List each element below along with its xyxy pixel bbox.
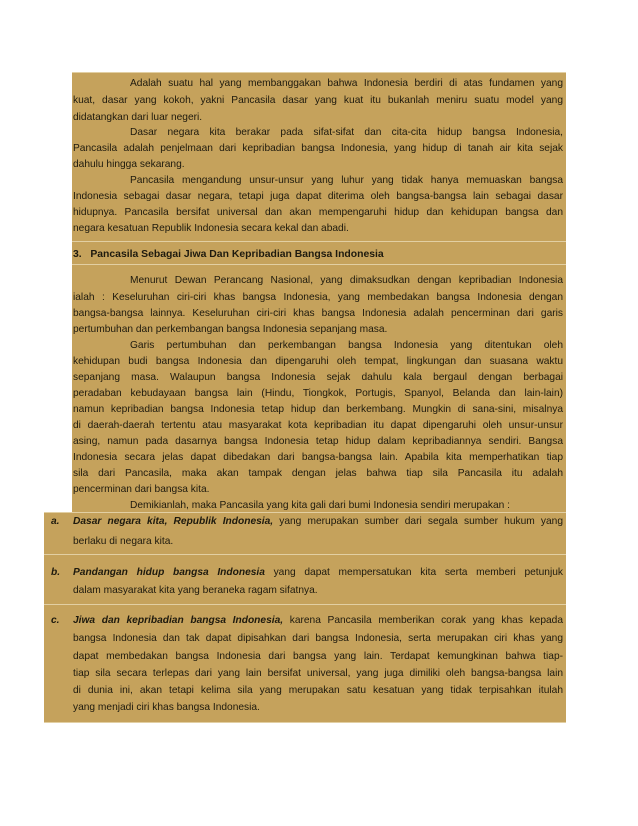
section-heading: 3. Pancasila Sebagai Jiwa Dan Kepribadian Bangsa Indonesia <box>73 249 384 260</box>
list-item-b-line <box>73 566 563 580</box>
list-item-b-line: dalam masyarakat kita yang beraneka ragam sifatnya. <box>73 585 318 596</box>
list-item-a-term: Dasar negara kita, Republik Indonesia, <box>73 516 274 527</box>
paragraph-line: Pancasila mengandung unsur-unsur yang luhur yang tidak hanya memuaskan bangsa <box>130 175 563 186</box>
paragraph-line: hidupnya. Pancasila bersifat universal dan akan mempengaruhi hidup dan kehidupan bangsa dan <box>73 207 563 218</box>
paragraph-line: ialah : Keseluruhan ciri-ciri khas bangsa Indonesia, yang membedakan bangsa Indonesia dengan <box>73 292 563 303</box>
paragraph-line: Garis pertumbuhan dan perkembangan bangsa Indonesia yang ditentukan oleh <box>130 340 563 351</box>
list-item-c-term: Jiwa dan kepribadian bangsa Indonesia, <box>73 615 284 626</box>
paragraph-line: Demikianlah, maka Pancasila yang kita gali dari bumi Indonesia sendiri merupakan : <box>130 500 510 511</box>
row-divider <box>44 722 566 723</box>
paragraph-line: asing, namun pada dasarnya bangsa Indonesia tetap hidup dalam kepribadiannya sendiri. Bangsa <box>73 436 563 447</box>
paragraph-line: kuat, dasar yang kokoh, yakni Pancasila dasar yang kuat itu bukanlah meniru suatu model yang <box>73 95 563 106</box>
paragraph-line: dahulu hingga sekarang. <box>73 159 185 170</box>
paragraph-line: Pancasila adalah penjelmaan dari kepribadian bangsa Indonesia, yang hidup di tanah air kita sejak <box>73 143 563 154</box>
list-item-c-text: karena Pancasila memberikan corak yang khas kepada <box>283 615 563 626</box>
list-marker-c: c. <box>51 615 60 626</box>
paragraph-line: didatangkan dari luar negeri. <box>73 112 203 123</box>
paragraph-line: bangsa-bangsa lainnya. Keseluruhan ciri-ciri khas bangsa Indonesia adalah pencerminan dari garis <box>73 308 563 319</box>
list-item-c-line: di dunia ini, akan tetapi kelima sila yang merupakan satu kesatuan yang tidak terpisahkan itulah <box>73 685 563 696</box>
row-divider <box>72 264 566 265</box>
list-item-c-line: tiap sila secara terlepas dari yang lain bersifat universal, yang juga dimiliki oleh bangsa-bangsa lain <box>73 668 563 679</box>
list-marker-b: b. <box>51 567 61 578</box>
paragraph-line: peradaban kebudayaan bangsa lain (Hindu, Tiongkok, Portugis, Spanyol, Belanda dan lain-lain) <box>73 388 563 399</box>
list-item-c-line: bangsa Indonesia dan tak dapat dipisahkan dari bangsa Indonesia, serta merupakan ciri khas yang <box>73 633 563 644</box>
paragraph-line: Dasar negara kita berakar pada sifat-sifat dan cita-cita hidup bangsa Indonesia, <box>130 127 563 138</box>
paragraph-line: sila dari Pancasila, maka akan tampak dengan jelas bahwa tiap sila Pancasila itu adalah <box>73 468 563 479</box>
paragraph-line: Indonesia sebagai dasar negara, tetapi juga dapat diterima oleh bangsa-bangsa lain sebagai dasar <box>73 191 563 202</box>
paragraph-line: namun kepribadian bangsa Indonesia tetap hidup dan berkembang. Mungkin di sana-sini, misalnya <box>73 404 563 415</box>
paragraph-line: Adalah suatu hal yang membanggakan bahwa Indonesia berdiri di atas fundamen yang <box>130 78 563 89</box>
list-item-b-term: Pandangan hidup bangsa Indonesia <box>73 567 265 578</box>
list-marker-a: a. <box>51 516 60 527</box>
row-divider <box>44 604 566 605</box>
row-divider <box>72 72 566 73</box>
paragraph-line: pencerminan dari bangsa kita. <box>73 484 210 495</box>
list-item-a-line: berlaku di negara kita. <box>73 536 174 547</box>
paragraph-line: Menurut Dewan Perancang Nasional, yang dimaksudkan dengan kepribadian Indonesia <box>130 275 563 286</box>
list-item-a-line <box>73 515 563 529</box>
paragraph-line: di daerah-daerah tertentu atau masyarakat kota kepribadian itu dapat dipengaruhi oleh unsur-unsur <box>73 420 563 431</box>
list-item-c-line: yang menjadi ciri khas bangsa Indonesia. <box>73 702 260 713</box>
list-item-c-line <box>73 614 563 628</box>
paragraph-line: pertumbuhan dan perkembangan bangsa Indonesia sepanjang masa. <box>73 324 388 335</box>
paragraph-line: sepanjang masa. Walaupun bangsa Indonesia sejak dahulu kala bergaul dengan berbagai <box>73 372 563 383</box>
paragraph-line: negara kesatuan Republik Indonesia secara kekal dan abadi. <box>73 223 349 234</box>
row-divider <box>44 554 566 555</box>
list-item-b-text: yang dapat mempersatukan kita serta memberi petunjuk <box>264 567 563 578</box>
row-divider <box>72 241 566 242</box>
paragraph-line: kehidupan budi bangsa Indonesia dan dipengaruhi oleh tempat, lingkungan dan suasana waktu <box>73 356 563 367</box>
paragraph-line: Indonesia secara jelas dapat dibedakan dari bangsa-bangsa lain. Apabila kita memperhatikan tiap <box>73 452 563 463</box>
list-item-c-line: dapat membedakan bangsa Indonesia dari bangsa yang lain. Terdapat kemungkinan bahwa tiap- <box>73 651 563 662</box>
list-item-a-text: yang merupakan sumber dari segala sumber hukum yang <box>273 516 563 527</box>
